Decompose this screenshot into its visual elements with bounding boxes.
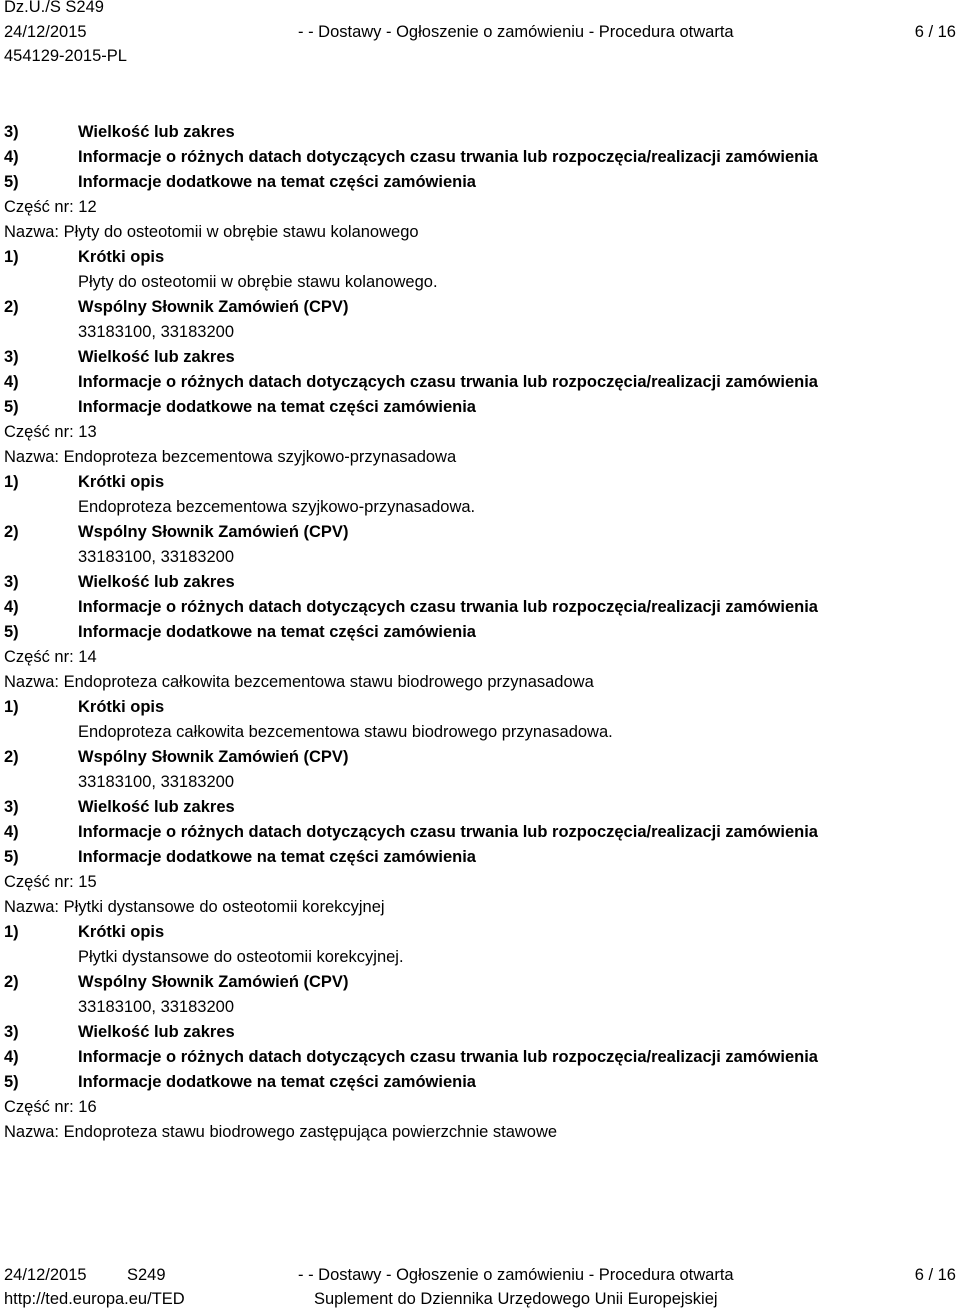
section-additional: 5) Informacje dodatkowe na temat części zamówienia [4,173,476,191]
section-size: 3) Wielkość lub zakres [4,798,235,816]
header-page-number: 6 / 16 [914,23,956,41]
cpv-codes: 33183100, 33183200 [78,773,234,791]
lot-name: Nazwa: Endoproteza stawu biodrowego zastępująca powierzchnie stawowe [4,1123,558,1141]
lot-description: Płytki dystansowe do osteotomii korekcyjnej. [78,948,404,966]
footer-issue: S249 [127,1266,166,1284]
lot-name: Nazwa: Endoproteza bezcementowa szyjkowo-przynasadowa [4,448,457,466]
lot-name: Nazwa: Endoproteza całkowita bezcementowa stawu biodrowego przynasadowa [4,673,594,691]
lot-12 [4,196,956,421]
journal-reference: Dz.U./S S249 [4,0,104,16]
section-additional: 5) Informacje dodatkowe na temat części zamówienia [4,848,476,866]
header-title: - - Dostawy - Ogłoszenie o zamówieniu - Procedura otwarta [298,23,734,41]
lot-14 [4,646,956,871]
section-size: 3) Wielkość lub zakres [4,123,235,141]
section-cpv: 2) Wspólny Słownik Zamówień (CPV) [4,973,349,991]
section-dates: 4) Informacje o różnych datach dotyczących czasu trwania lub rozpoczęcia/realizacji zamówienia [4,823,818,841]
header-date: 24/12/2015 [4,23,87,41]
footer-date: 24/12/2015 [4,1266,87,1284]
section-dates: 4) Informacje o różnych datach dotyczących czasu trwania lub rozpoczęcia/realizacji zamówienia [4,373,818,391]
lot-15 [4,871,956,1096]
cpv-codes: 33183100, 33183200 [78,998,234,1016]
lot-name: Nazwa: Płyty do osteotomii w obrębie stawu kolanowego [4,223,419,241]
section-cpv: 2) Wspólny Słownik Zamówień (CPV) [4,748,349,766]
lot-description: Endoproteza bezcementowa szyjkowo-przynasadowa. [78,498,476,516]
section-additional: 5) Informacje dodatkowe na temat części zamówienia [4,1073,476,1091]
lot-description: Endoproteza całkowita bezcementowa stawu biodrowego przynasadowa. [78,723,613,741]
lot-number: Część nr: 13 [4,423,97,441]
lot-description: Płyty do osteotomii w obrębie stawu kolanowego. [78,273,438,291]
section-dates: 4) Informacje o różnych datach dotyczących czasu trwania lub rozpoczęcia/realizacji zamówienia [4,598,818,616]
footer-url[interactable]: http://ted.europa.eu/TED [4,1290,185,1308]
footer-title: - - Dostawy - Ogłoszenie o zamówieniu - Procedura otwarta [298,1266,734,1284]
cpv-codes: 33183100, 33183200 [78,323,234,341]
section-short-description: 1) Krótki opis [4,923,165,941]
notice-id: 454129-2015-PL [4,47,127,65]
section-size: 3) Wielkość lub zakres [4,1023,235,1041]
section-dates: 4) Informacje o różnych datach dotyczących czasu trwania lub rozpoczęcia/realizacji zamówienia [4,148,818,166]
section-dates: 4) Informacje o różnych datach dotyczących czasu trwania lub rozpoczęcia/realizacji zamówienia [4,1048,818,1066]
section-short-description: 1) Krótki opis [4,473,165,491]
cpv-codes: 33183100, 33183200 [78,548,234,566]
lot-number: Część nr: 16 [4,1098,97,1116]
section-size: 3) Wielkość lub zakres [4,348,235,366]
section-size: 3) Wielkość lub zakres [4,573,235,591]
lot-13 [4,421,956,646]
lot-number: Część nr: 15 [4,873,97,891]
section-short-description: 1) Krótki opis [4,698,165,716]
footer-page-number: 6 / 16 [914,1266,956,1284]
section-short-description: 1) Krótki opis [4,248,165,266]
section-additional: 5) Informacje dodatkowe na temat części zamówienia [4,398,476,416]
lot-name: Nazwa: Płytki dystansowe do osteotomii korekcyjnej [4,898,385,916]
section-cpv: 2) Wspólny Słownik Zamówień (CPV) [4,298,349,316]
lot-number: Część nr: 14 [4,648,97,666]
document-body [4,121,956,1146]
section-cpv: 2) Wspólny Słownik Zamówień (CPV) [4,523,349,541]
section-additional: 5) Informacje dodatkowe na temat części zamówienia [4,623,476,641]
lot-16 [4,1096,956,1146]
lot-number: Część nr: 12 [4,198,97,216]
footer-supplement: Suplement do Dziennika Urzędowego Unii Europejskiej [314,1290,718,1308]
